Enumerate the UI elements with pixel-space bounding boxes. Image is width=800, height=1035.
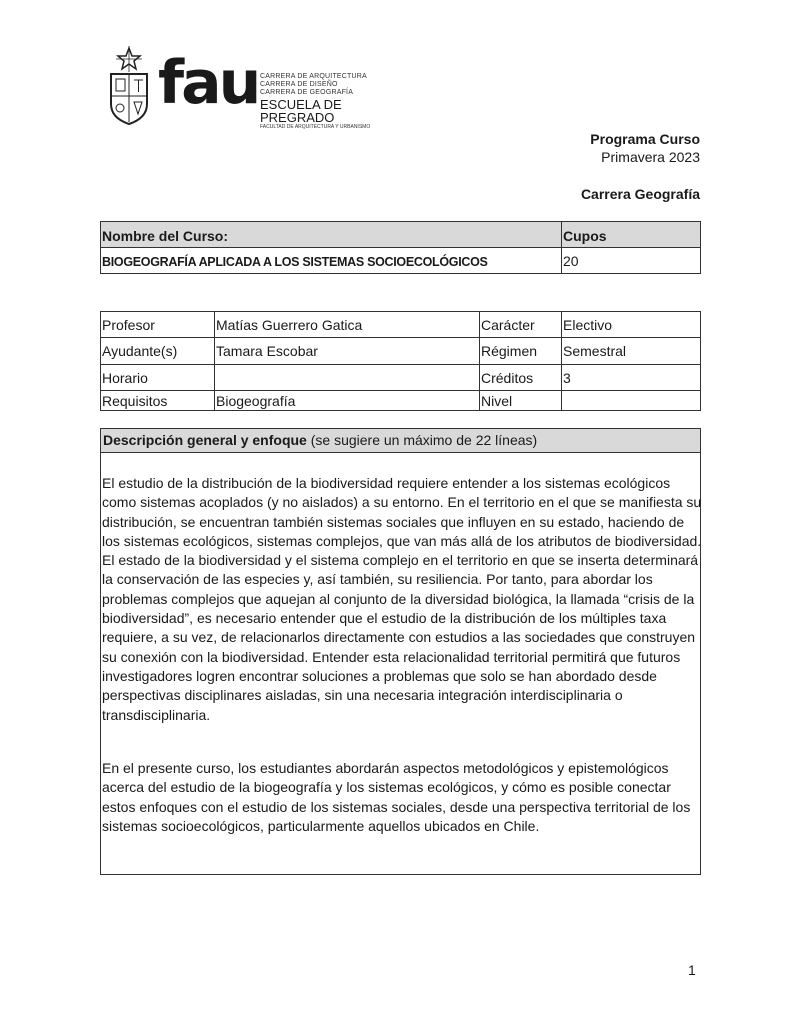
cupos-label: Cupos <box>563 228 607 244</box>
logo-line-1: CARRERA DE ARQUITECTURA <box>260 73 367 80</box>
info-table-row-divider <box>100 390 701 391</box>
profesor-value: Matías Guerrero Gatica <box>216 317 363 333</box>
course-name-label: Nombre del Curso: <box>102 228 229 244</box>
info-table-row-divider <box>100 364 701 365</box>
program-title: Programa Curso <box>590 131 700 147</box>
course-name-value: BIOGEOGRAFÍA APLICADA A LOS SISTEMAS SOCIOECOLÓGICOS <box>102 255 488 269</box>
page-number: 1 <box>688 962 696 978</box>
nivel-label: Nivel <box>481 393 513 409</box>
logo-line-3: CARRERA DE GEOGRAFÍA <box>260 89 354 96</box>
term: Primavera 2023 <box>601 149 700 165</box>
logo-school: ESCUELA DE PREGRADO <box>260 97 342 125</box>
requisitos-value: Biogeografía <box>216 393 296 409</box>
requisitos-label: Requisitos <box>102 393 168 409</box>
caracter-label: Carácter <box>481 317 535 333</box>
description-header <box>100 428 701 453</box>
course-table-divider <box>100 247 701 248</box>
regimen-value: Semestral <box>563 343 627 359</box>
profesor-label: Profesor <box>102 317 155 333</box>
creditos-value: 3 <box>563 370 571 386</box>
university-crest-icon <box>106 46 152 126</box>
caracter-value: Electivo <box>563 317 613 333</box>
career-title: Carrera Geografía <box>580 186 700 202</box>
horario-label: Horario <box>102 370 148 386</box>
ayudante-value: Tamara Escobar <box>216 343 318 359</box>
logo-line-2: CARRERA DE DISEÑO <box>260 81 338 88</box>
logo-text <box>260 73 396 130</box>
description-title: Descripción general y enfoque <box>103 432 307 448</box>
ayudante-label: Ayudante(s) <box>102 343 178 359</box>
description-paragraph-2: En el presente curso, los estudiantes abordarán aspectos metodológicos y epistemológicos acerca del estudio de la biogeografía y los sistemas ecológicos, y cómo es posible conectar estos enfoques con el estudio de los sistemas sociales, desde una perspectiva territorial de los sistemas socioecológicos, particularmente aquellos ubicados en Chile. <box>102 760 691 834</box>
cupos-value: 20 <box>563 253 579 269</box>
fau-logo <box>106 46 396 130</box>
description-paragraph-1: El estudio de la distribución de la biodiversidad requiere entender a los sistemas ecológicos como sistemas acoplados (y no aislados) a su entorno. En el territorio en el que se manifiesta su distribución, se encuentran también sistemas sociales que influyen en su estado, haciendo de los sistemas ecológicos, sistemas complejos, que van más allá de los atributos de biodiversidad. El estado de la biodiversidad y el sistema complejo en el territorio en que se inserta determinará la conservación de las especies y, así también, su resiliencia. Por tanto, para abordar los problemas complejos que aquejan al conjunto de la diversidad biológica, la llamada “crisis de la biodiversidad”, es necesario entender que el estudio de la distribución de los múltiples taxa requiere, a su vez, de relacionarlos directamente con estudios a las sociedades que construyen su conexión con la biodiversidad. Entender esta relacionalidad territorial permitirá que futuros investigadores logren encontrar soluciones a problemas que solo se han abordado desde perspectivas disciplinares aisladas, sin una necesaria integración interdisciplinaria o transdisciplinaria. <box>102 475 702 723</box>
creditos-label: Créditos <box>481 370 534 386</box>
description-note: (se sugiere un máximo de 22 líneas) <box>310 432 538 448</box>
regimen-label: Régimen <box>481 343 538 359</box>
info-table-row-divider <box>100 337 701 338</box>
fau-wordmark: fau <box>158 48 259 118</box>
logo-faculty: FACULTAD DE ARQUITECTURA Y URBANISMO <box>260 124 371 130</box>
